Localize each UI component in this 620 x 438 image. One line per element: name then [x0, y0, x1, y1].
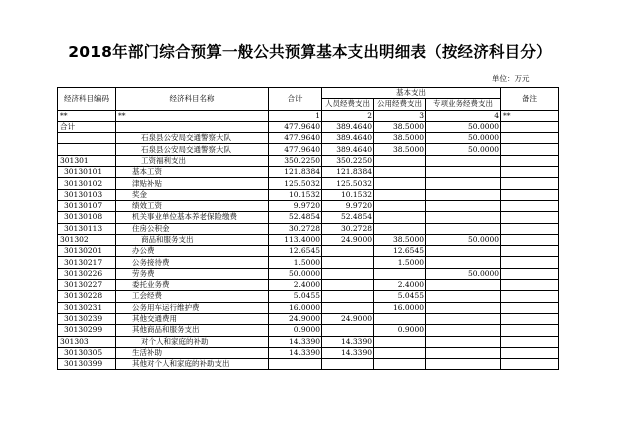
cell-public: 1.5000: [374, 257, 426, 268]
cell-total: [269, 359, 322, 370]
cell-personnel: 52.4854: [322, 212, 374, 223]
cell-remark: [501, 144, 559, 155]
cell-personnel: [322, 291, 374, 302]
cell-code: 30130201: [58, 246, 116, 257]
cell-total: 30.2728: [269, 223, 322, 234]
cell-remark: [501, 268, 559, 279]
cell-personnel: [322, 257, 374, 268]
table-row: [58, 325, 559, 336]
cell-personnel: 24.9000: [322, 234, 374, 245]
cell-remark: [501, 189, 559, 200]
cell-remark: [501, 167, 559, 178]
cell-public: [374, 155, 426, 166]
cell-remark: [501, 155, 559, 166]
cell-name: 机关事业单位基本养老保险缴费: [116, 212, 269, 223]
table-row: [58, 246, 559, 257]
table-row: [58, 121, 559, 132]
cell-total: 2.4000: [269, 280, 322, 291]
cell-total: 14.3390: [269, 336, 322, 347]
cell-special: [426, 212, 501, 223]
cell-total: 477.9640: [269, 133, 322, 144]
index-remark: **: [501, 110, 559, 121]
index-special: 4: [426, 110, 501, 121]
header-personnel: 人员经费支出: [322, 99, 374, 110]
cell-code: 30130239: [58, 313, 116, 324]
cell-public: 38.5000: [374, 133, 426, 144]
cell-remark: [501, 336, 559, 347]
cell-code: 30130101: [58, 167, 116, 178]
cell-total: 125.5032: [269, 178, 322, 189]
index-row: [58, 110, 559, 121]
cell-remark: [501, 280, 559, 291]
cell-personnel: [322, 302, 374, 313]
header-basic: 基本支出: [322, 88, 501, 99]
cell-special: [426, 291, 501, 302]
cell-public: [374, 359, 426, 370]
cell-code: 30130103: [58, 189, 116, 200]
cell-public: 38.5000: [374, 234, 426, 245]
budget-table: [57, 87, 559, 370]
cell-special: [426, 359, 501, 370]
cell-public: 2.4000: [374, 280, 426, 291]
cell-total: 24.9000: [269, 313, 322, 324]
cell-remark: [501, 325, 559, 336]
cell-name: 工资福利支出: [116, 155, 269, 166]
cell-special: [426, 246, 501, 257]
cell-code: [58, 133, 116, 144]
cell-code: 30130107: [58, 200, 116, 211]
header-name: 经济科目名称: [116, 88, 269, 111]
cell-name: 劳务费: [116, 268, 269, 279]
index-name: **: [116, 110, 269, 121]
cell-name: 奖金: [116, 189, 269, 200]
unit-label: 单位：万元: [492, 74, 530, 83]
cell-total: 5.0455: [269, 291, 322, 302]
cell-special: 50.0000: [426, 133, 501, 144]
cell-code: 30130305: [58, 347, 116, 358]
cell-personnel: [322, 280, 374, 291]
table-row: [58, 336, 559, 347]
cell-code: 30130399: [58, 359, 116, 370]
table-row: [58, 347, 559, 358]
cell-total: 52.4854: [269, 212, 322, 223]
cell-public: 16.0000: [374, 302, 426, 313]
cell-total: 16.0000: [269, 302, 322, 313]
index-personnel: 2: [322, 110, 374, 121]
cell-total: 1.5000: [269, 257, 322, 268]
cell-remark: [501, 257, 559, 268]
cell-remark: [501, 178, 559, 189]
cell-personnel: 125.5032: [322, 178, 374, 189]
table-row: [58, 268, 559, 279]
cell-special: 50.0000: [426, 121, 501, 132]
table-row: [58, 234, 559, 245]
table-row: [58, 359, 559, 370]
cell-personnel: [322, 359, 374, 370]
header-remark: 备注: [501, 88, 559, 111]
page-title: 2018年部门综合预算一般公共预算基本支出明细表（按经济科目分）: [68, 43, 552, 61]
cell-total: 14.3390: [269, 347, 322, 358]
cell-code: 合计: [58, 121, 116, 132]
table-row: [58, 178, 559, 189]
cell-remark: [501, 234, 559, 245]
cell-public: [374, 178, 426, 189]
cell-total: 12.6545: [269, 246, 322, 257]
cell-name: 公务用车运行维护费: [116, 302, 269, 313]
cell-total: 50.0000: [269, 268, 322, 279]
cell-remark: [501, 359, 559, 370]
cell-name: 石泉县公安局交通警察大队: [116, 144, 269, 155]
header-code: 经济科目编码: [58, 88, 116, 111]
cell-code: 30130226: [58, 268, 116, 279]
cell-name: 其他交通费用: [116, 313, 269, 324]
index-code: **: [58, 110, 116, 121]
cell-special: [426, 257, 501, 268]
cell-public: [374, 268, 426, 279]
table-row: [58, 155, 559, 166]
cell-personnel: 350.2250: [322, 155, 374, 166]
cell-name: 住房公积金: [116, 223, 269, 234]
cell-total: 0.9000: [269, 325, 322, 336]
cell-special: [426, 336, 501, 347]
table-row: [58, 189, 559, 200]
cell-personnel: 10.1532: [322, 189, 374, 200]
cell-special: [426, 347, 501, 358]
cell-public: [374, 189, 426, 200]
cell-special: [426, 167, 501, 178]
table-row: [58, 144, 559, 155]
header-total: 合计: [269, 88, 322, 111]
cell-remark: [501, 246, 559, 257]
cell-personnel: 24.9000: [322, 313, 374, 324]
cell-personnel: 30.2728: [322, 223, 374, 234]
cell-name: 委托业务费: [116, 280, 269, 291]
cell-personnel: 389.4640: [322, 133, 374, 144]
index-total: 1: [269, 110, 322, 121]
table-row: [58, 280, 559, 291]
cell-name: 其他商品和服务支出: [116, 325, 269, 336]
index-public: 3: [374, 110, 426, 121]
header-special: 专项业务经费支出: [426, 99, 501, 110]
cell-total: 350.2250: [269, 155, 322, 166]
cell-public: [374, 336, 426, 347]
cell-special: [426, 325, 501, 336]
cell-code: 30130228: [58, 291, 116, 302]
cell-special: 50.0000: [426, 234, 501, 245]
cell-special: 50.0000: [426, 144, 501, 155]
cell-code: 30130108: [58, 212, 116, 223]
cell-total: 477.9640: [269, 144, 322, 155]
cell-code: 30130299: [58, 325, 116, 336]
cell-special: [426, 302, 501, 313]
cell-special: 50.0000: [426, 268, 501, 279]
cell-total: 113.4000: [269, 234, 322, 245]
cell-public: 12.6545: [374, 246, 426, 257]
cell-personnel: 9.9720: [322, 200, 374, 211]
cell-total: 10.1532: [269, 189, 322, 200]
table-row: [58, 291, 559, 302]
cell-name: [116, 121, 269, 132]
cell-code: 30130231: [58, 302, 116, 313]
cell-personnel: [322, 268, 374, 279]
cell-total: 121.8384: [269, 167, 322, 178]
cell-public: 5.0455: [374, 291, 426, 302]
cell-personnel: 389.4640: [322, 121, 374, 132]
cell-name: 公务接待费: [116, 257, 269, 268]
cell-remark: [501, 223, 559, 234]
cell-special: [426, 200, 501, 211]
table-row: [58, 302, 559, 313]
cell-public: 38.5000: [374, 144, 426, 155]
cell-remark: [501, 291, 559, 302]
table-row: [58, 167, 559, 178]
cell-remark: [501, 347, 559, 358]
cell-name: 其他对个人和家庭的补助支出: [116, 359, 269, 370]
cell-personnel: [322, 246, 374, 257]
cell-remark: [501, 212, 559, 223]
cell-code: 30130227: [58, 280, 116, 291]
cell-code: 301303: [58, 336, 116, 347]
cell-remark: [501, 133, 559, 144]
header-row: [58, 88, 559, 99]
cell-special: [426, 189, 501, 200]
cell-public: [374, 313, 426, 324]
cell-special: [426, 280, 501, 291]
cell-name: 对个人和家庭的补助: [116, 336, 269, 347]
table-body: [58, 121, 559, 370]
cell-name: 津贴补贴: [116, 178, 269, 189]
cell-code: 301302: [58, 234, 116, 245]
table-row: [58, 212, 559, 223]
cell-code: [58, 144, 116, 155]
cell-code: 30130102: [58, 178, 116, 189]
cell-code: 30130217: [58, 257, 116, 268]
cell-name: 生活补助: [116, 347, 269, 358]
cell-public: 0.9000: [374, 325, 426, 336]
cell-remark: [501, 200, 559, 211]
cell-name: 基本工资: [116, 167, 269, 178]
cell-public: [374, 212, 426, 223]
cell-special: [426, 155, 501, 166]
cell-special: [426, 223, 501, 234]
cell-public: [374, 200, 426, 211]
cell-total: 9.9720: [269, 200, 322, 211]
cell-name: 商品和服务支出: [116, 234, 269, 245]
header-public: 公用经费支出: [374, 99, 426, 110]
table-row: [58, 257, 559, 268]
cell-name: 工会经费: [116, 291, 269, 302]
cell-name: 石泉县公安局交通警察大队: [116, 133, 269, 144]
cell-code: 301301: [58, 155, 116, 166]
cell-public: [374, 167, 426, 178]
cell-public: [374, 223, 426, 234]
cell-name: 绩效工资: [116, 200, 269, 211]
table-row: [58, 133, 559, 144]
cell-remark: [501, 121, 559, 132]
cell-personnel: 389.4640: [322, 144, 374, 155]
table-row: [58, 223, 559, 234]
cell-personnel: 121.8384: [322, 167, 374, 178]
cell-public: [374, 347, 426, 358]
cell-personnel: [322, 325, 374, 336]
cell-personnel: 14.3390: [322, 336, 374, 347]
cell-remark: [501, 302, 559, 313]
cell-total: 477.9640: [269, 121, 322, 132]
cell-code: 30130113: [58, 223, 116, 234]
cell-public: 38.5000: [374, 121, 426, 132]
cell-special: [426, 178, 501, 189]
table-row: [58, 200, 559, 211]
cell-personnel: 14.3390: [322, 347, 374, 358]
cell-name: 办公费: [116, 246, 269, 257]
table-row: [58, 313, 559, 324]
cell-remark: [501, 313, 559, 324]
cell-special: [426, 313, 501, 324]
